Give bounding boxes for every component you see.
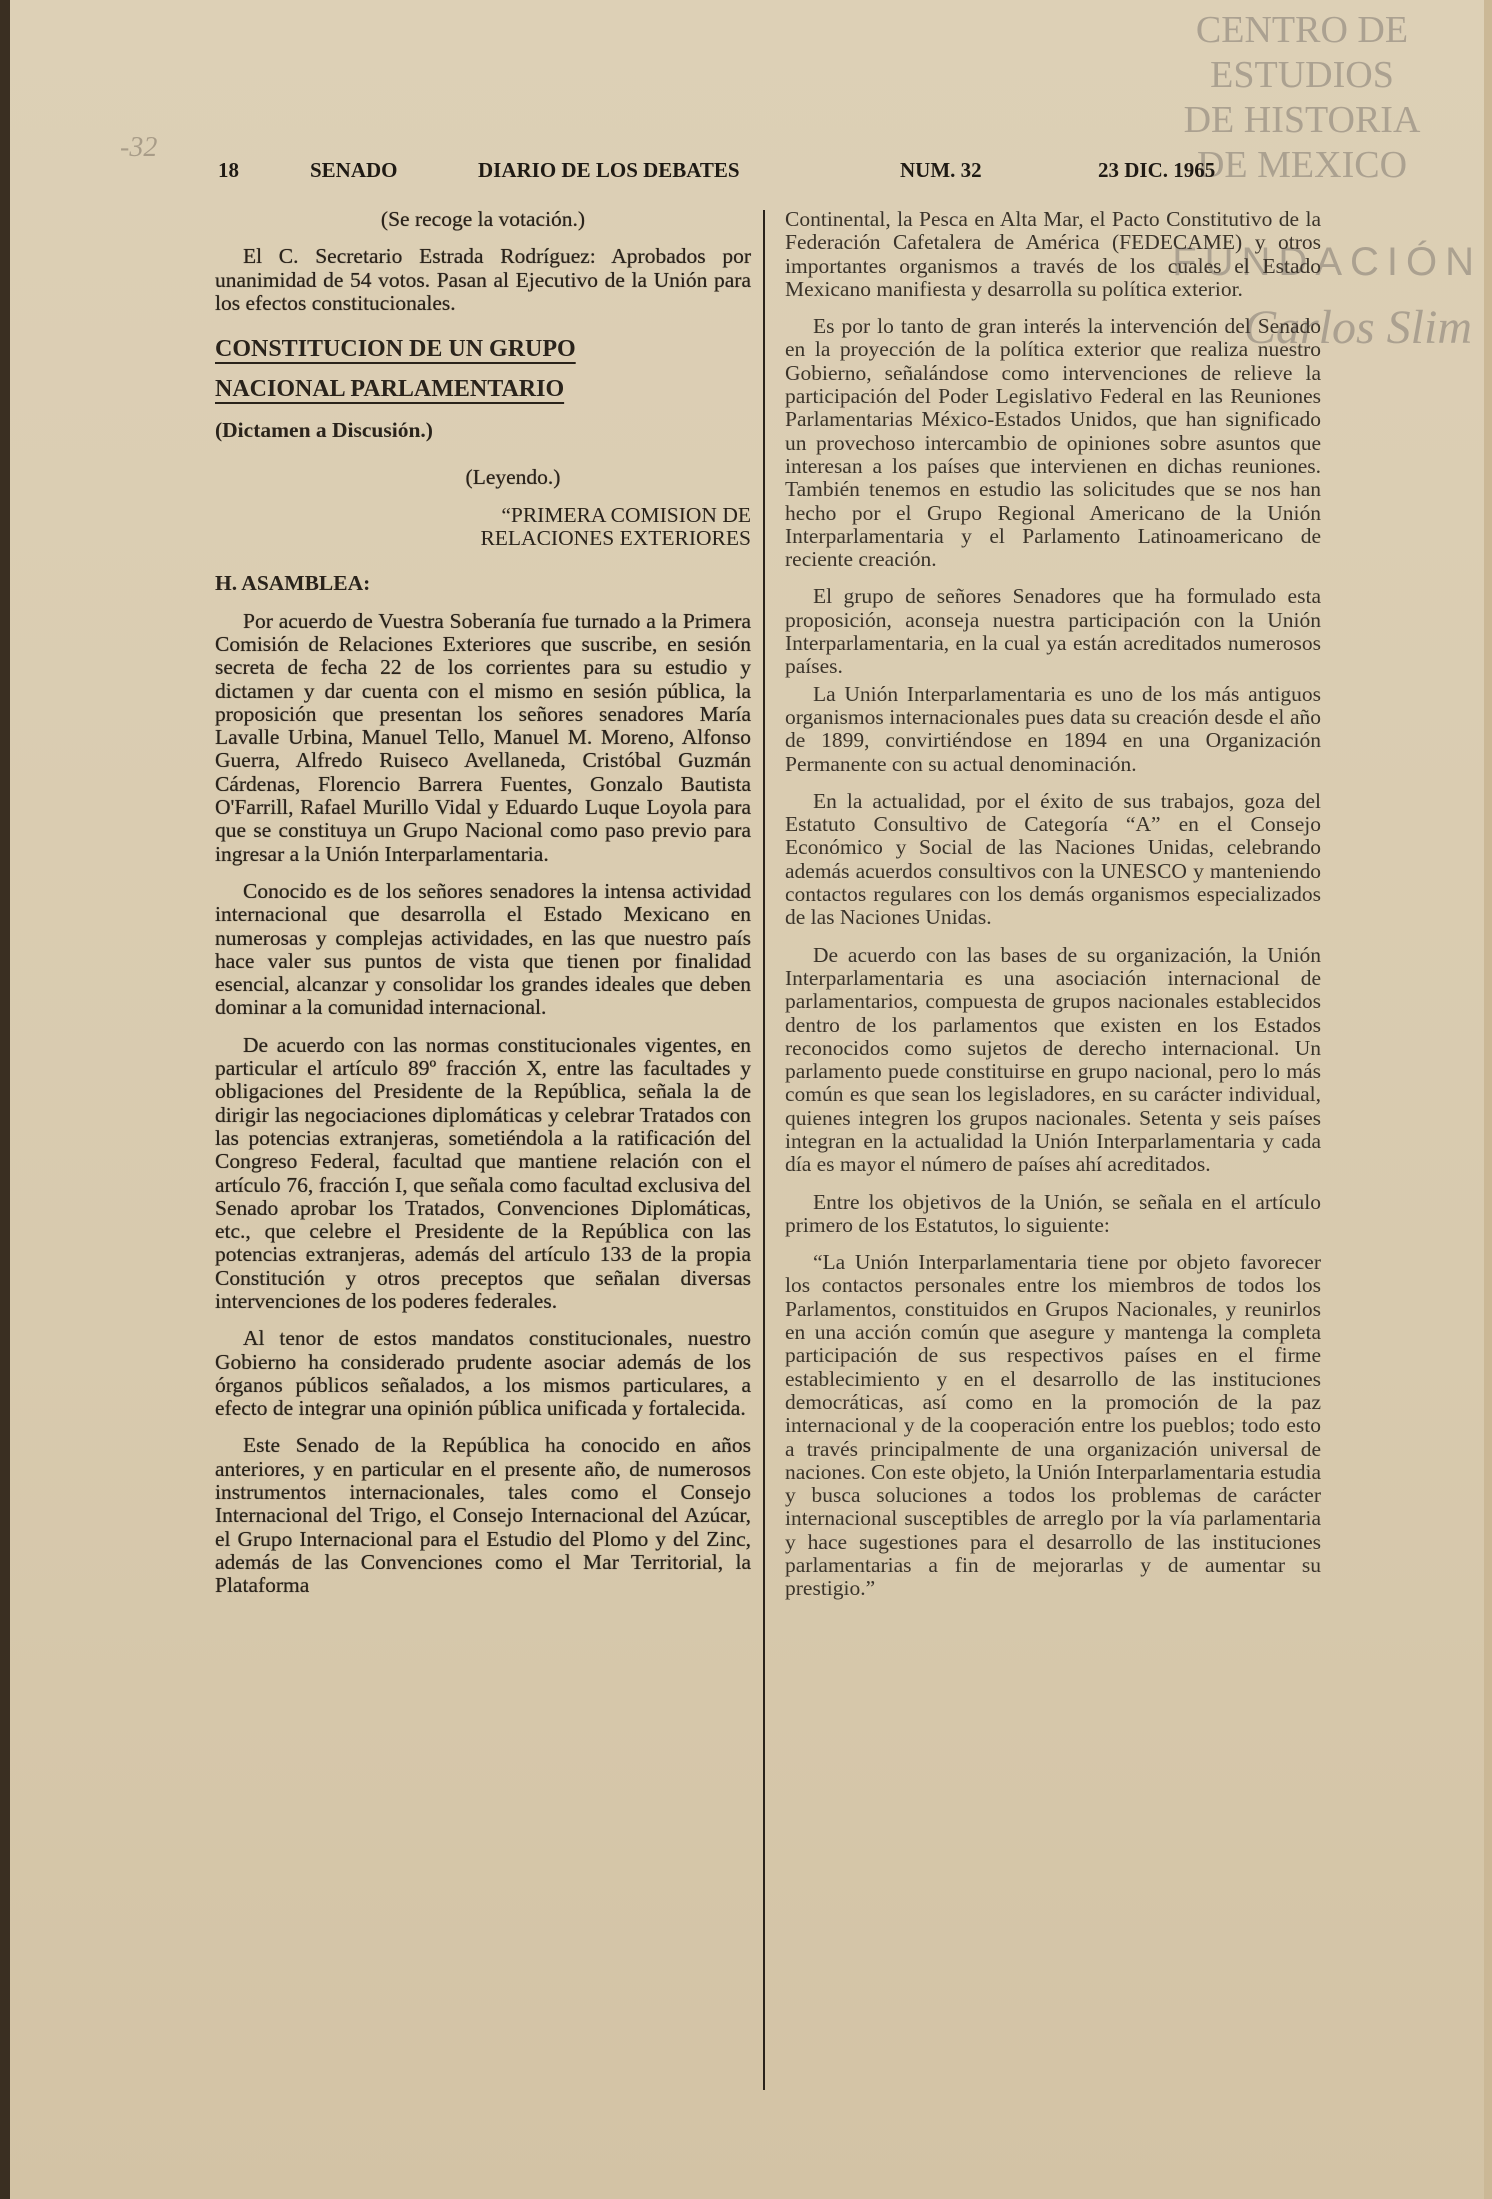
paragraph: Este Senado de la República ha conocido en años anteriores, y en particular en el presente año, de numerosos instrumentos internacionales, tales como el Consejo Internacional del Trigo, el Consejo Internacional del Azúcar, el Grupo Internacional para el Estudio del Plomo y del Zinc, además de las Convenciones como el Mar Territorial, la Plataforma	[215, 1433, 751, 1598]
watermark-line: CENTRO DE	[1195, 9, 1409, 51]
watermark-line: ESTUDIOS	[1210, 54, 1394, 96]
paragraph: Al tenor de estos mandatos constitucionales, nuestro Gobierno ha considerado prudente asociar además de los órganos públicos señalados, a los mismos particulares, a efecto de integrar una opinión pública unificada y fortalecida.	[215, 1326, 751, 1421]
paragraph: Conocido es de los señores senadores la intensa actividad internacional que desarrolla el Estado Mexicano en numerosas y complejas actividades, en las que nuestro país hace valer sus puntos de vista que tienen por finalidad esencial, alcanzar y consolidar los grandes ideales que deben dominar a la comunidad internacional.	[215, 878, 751, 1020]
title-line: CONSTITUCION DE UN GRUPO	[215, 336, 576, 363]
watermark-fundacion: FUNDACIÓN	[1172, 240, 1482, 284]
paragraph: De acuerdo con las normas constitucionales vigentes, en particular el artículo 89º fracción X, entre las facultades y obligaciones del Presidente de la República, señala la de dirigir las negociaciones diplomáticas y celebrar Tratados con las potencias extranjeras, sometiéndola a la ratificación del Congreso Federal, facultad que mantiene relación con el artículo 76, fracción I, que señala como facultad exclusiva del Senado aprobar los Tratados, Convenciones Diplomáticas, etc., que celebre el Presidente de la República con las potencias extranjeras, además del artículo 133 de la propia Constitución y otros preceptos que señalan diversas intervenciones de los poderes federales.	[215, 1032, 751, 1313]
pencil-mark: -32	[120, 132, 158, 163]
note-reading: (Leyendo.)	[465, 465, 561, 490]
commission-line: “PRIMERA COMISION DE	[501, 502, 751, 527]
publication-title: DIARIO DE LOS DEBATES	[478, 158, 740, 182]
commission-heading	[215, 504, 751, 551]
paragraph: El C. Secretario Estrada Rodríguez: Aprobados por unanimidad de 54 votos. Pasan al Ejecutivo de la Unión para los efectos constitucionales.	[215, 244, 751, 315]
quotation: “La Unión Interparlamentaria tiene por objeto favorecer los contactos personales entre los miembros de todos los Parlamentos, constituidos en Grupos Nacionales, y reunirlos en una acción común que asegure y mantenga la completa participación de sus respectivos países en el firme establecimiento y en el desarrollo de las instituciones democráticas, así como en la promoción de la paz internacional y de la cooperación entre los pueblos; todo esto a través principalmente de una organización universal de naciones. Con este objeto, la Unión Interparlamentaria estudia y busca soluciones a todos los problemas de carácter internacional susceptibles de arreglo por la vía parlamentaria y hace sugestiones para el desarrollo de las instituciones parlamentarias a fin de mejorarlas y de aumentar su prestigio.”	[785, 1250, 1321, 1601]
watermark-line: DE MEXICO	[1196, 144, 1408, 186]
paragraph: Por acuerdo de Vuestra Soberanía fue turnado a la Primera Comisión de Relaciones Exteriores que suscribe, en sesión secreta de fecha 22 de los corrientes para su estudio y dictamen y dar cuenta con el mismo en sesión pública, la proposición que presentan los señores senadores María Lavalle Urbina, Manuel Tello, Manuel M. Moreno, Alfonso Guerra, Alfredo Ruiseco Avellaneda, Cristóbal Guzmán Cárdenas, Florencio Barrera Fuentes, Gonzalo Bautista O'Farrill, Rafael Murillo Vidal y Eduardo Luque Loyola para que se constituya un Grupo Nacional como paso previo para ingresar a la Unión Interparlamentaria.	[215, 608, 751, 866]
watermark-signature: Carlos Slim	[1243, 301, 1472, 354]
scan-edge	[0, 0, 10, 2199]
right-column	[785, 208, 1321, 1615]
title-line: NACIONAL PARLAMENTARIO	[215, 376, 565, 403]
paragraph: Entre los objetivos de la Unión, se señala en el artículo primero de los Estatutos, lo siguiente:	[785, 1189, 1321, 1237]
paragraph: En la actualidad, por el éxito de sus trabajos, goza del Estatuto Consultivo de Categoría “A” en el Consejo Económico y Social de las Naciones Unidas, celebrando además acuerdos consultivos con la UNESCO y manteniendo contactos regulares con los demás organismos especializados de las Naciones Unidas.	[785, 788, 1321, 930]
paragraph: El grupo de señores Senadores que ha formulado esta proposición, aconseja nuestra participación con la Unión Interparlamentaria, en la cual ya están acreditados numerosos países.	[785, 584, 1321, 679]
page-number: 18	[218, 158, 239, 182]
issue-number: NUM. 32	[900, 158, 982, 182]
salutation: H. ASAMBLEA:	[215, 571, 371, 596]
issue-date: 23 DIC. 1965	[1098, 158, 1216, 182]
paragraph: De acuerdo con las bases de su organización, la Unión Interparlamentaria es una asociación internacional de parlamentarios, compuesta de grupos nacionales establecidos dentro de los parlamentos que existen en los Estados reconocidos como sujetos de derecho internacional. Un parlamento puede constituirse en grupo nacional, pero lo más común es que sean los legisladores, en su carácter individual, quienes integren los grupos nacionales. Setenta y seis países integran en la actualidad la Unión Interparlamentaria y cada día es mayor el número de países ahí acreditados.	[785, 942, 1321, 1177]
chamber: SENADO	[310, 158, 398, 182]
column-divider	[763, 210, 765, 2090]
section-subtitle: (Dictamen a Discusión.)	[215, 418, 433, 443]
paragraph: Es por lo tanto de gran interés la intervención del Senado en la proyección de la política exterior que realiza nuestro Gobierno, señalándose como intervenciones de relieve la participación del Poder Legislativo Federal en las Reuniones Parlamentarias México-Estados Unidos, que han significado un provechoso intercambio de opiniones sobre asuntos que interesan a los países que intervienen en dichas reuniones. También tenemos en estudio las solicitudes que se nos han hecho por el Grupo Regional Americano de la Unión Interparlamentaria y el Parlamento Latinoamericano de reciente creación.	[785, 314, 1321, 572]
note-vote: (Se recoge la votación.)	[380, 207, 586, 231]
commission-line: RELACIONES EXTERIORES	[480, 526, 751, 551]
left-column	[215, 208, 751, 1612]
watermark-line: DE HISTORIA	[1183, 99, 1421, 141]
section-title	[215, 329, 751, 409]
paragraph: Continental, la Pesca en Alta Mar, el Pacto Constitutivo de la Federación Cafetalera de América (FEDECAME) y otros importantes organismos a través de los cuales el Estado Mexicano manifiesta y desarrolla su política exterior.	[785, 207, 1321, 301]
paragraph: La Unión Interparlamentaria es uno de los más antiguos organismos internacionales pues data su creación desde el año de 1899, convirtiéndose en 1894 en una Organización Permanente con su actual denominación.	[785, 681, 1321, 776]
running-header	[218, 158, 1323, 188]
